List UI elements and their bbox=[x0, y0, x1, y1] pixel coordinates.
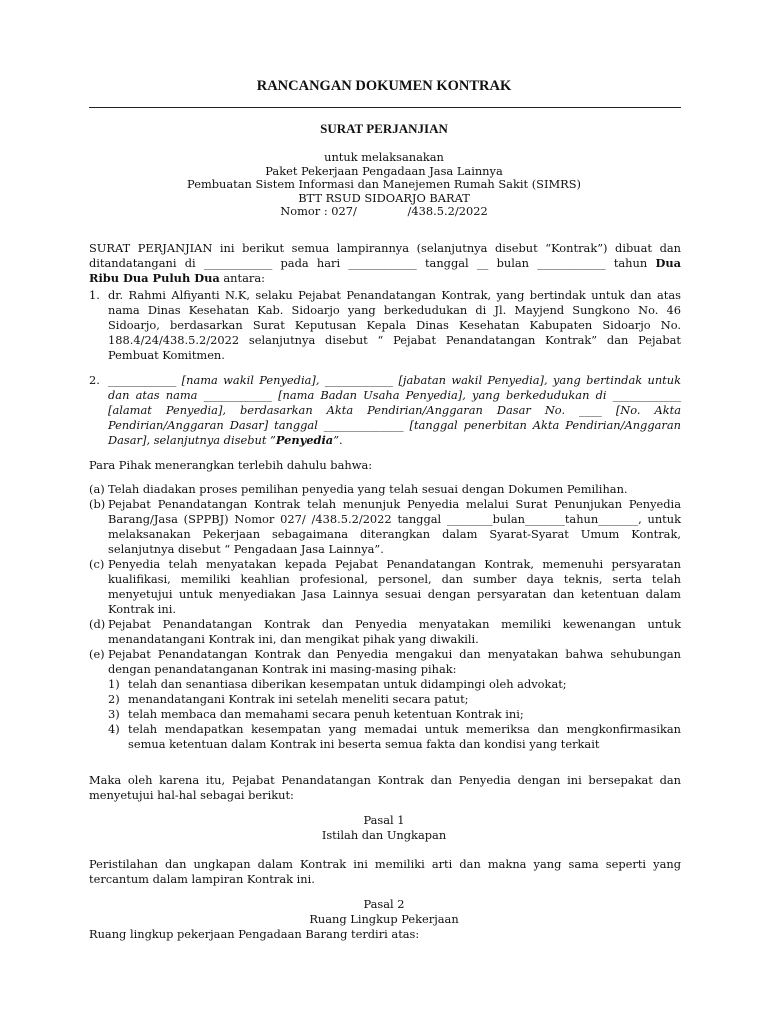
sub-item-text: telah membaca dan memahami secara penuh ketentuan Kontrak ini; bbox=[128, 707, 524, 721]
party-1-row bbox=[89, 288, 681, 363]
party-2-row bbox=[89, 373, 681, 448]
recital-item bbox=[89, 482, 681, 497]
recital-text: Pejabat Penandatangan Kontrak telah menunjuk Penyedia melalui Surat Penunjukan Penyedia Barang/Jasa (SPPBJ) Nomor 027/ /438.5.2/2022 tanggal ________bulan_______tahun_______, untuk melaksanakan Pekerjaan sebagaimana diterangkan dalam Syarat-Syarat Umum Kontrak, selanjutnya disebut “ Pengadaan Jasa Lainnya”. bbox=[108, 497, 681, 556]
title-divider bbox=[89, 107, 681, 108]
party-number: 2. bbox=[89, 373, 100, 387]
pasal-label: Pasal 1 bbox=[363, 813, 405, 827]
sub-item-label: 2) bbox=[108, 692, 120, 706]
recital-label: (e) bbox=[89, 647, 105, 661]
sub-item bbox=[89, 707, 681, 722]
party-2-end: ”. bbox=[333, 433, 343, 447]
party-2-text bbox=[108, 373, 681, 448]
sub-item-label: 4) bbox=[108, 722, 120, 736]
recital-item bbox=[89, 617, 681, 647]
package-line: Paket Pekerjaan Pengadaan Jasa Lainnya bbox=[265, 163, 503, 178]
package-line: untuk melaksanakan bbox=[324, 150, 444, 164]
pasal-2-text: Ruang lingkup pekerjaan Pengadaan Barang terdiri atas: bbox=[89, 927, 420, 941]
agreement-paragraph: Maka oleh karena itu, Pejabat Penandatangan Kontrak dan Penyedia dengan ini bersepakat dan menyetujui hal-hal sebagai berikut: bbox=[89, 773, 681, 802]
document-title: RANCANGAN DOKUMEN KONTRAK bbox=[256, 78, 512, 94]
recital-item bbox=[89, 647, 681, 677]
intro-line: SURAT PERJANJIAN ini berikut semua lampirannya (selanjutnya disebut “Kontrak”) dibuat dan bbox=[89, 241, 681, 255]
para-pihak: Para Pihak menerangkan terlebih dahulu bahwa: bbox=[89, 458, 373, 472]
party-1 bbox=[89, 288, 681, 363]
pasal-title: Ruang Lingkup Pekerjaan bbox=[309, 912, 459, 926]
recital-label: (c) bbox=[89, 557, 105, 571]
contract-number: Nomor : 027/ /438.5.2/2022 bbox=[280, 204, 488, 218]
package-line: BTT RSUD SIDOARJO BARAT bbox=[298, 190, 470, 205]
intro-line bbox=[89, 271, 681, 286]
sub-item-text: telah dan senantiasa diberikan kesempatan untuk didampingi oleh advokat; bbox=[128, 677, 567, 691]
intro-paragraph bbox=[89, 241, 681, 286]
package-info bbox=[0, 151, 768, 219]
party-number: 1. bbox=[89, 288, 100, 302]
pasal-title: Istilah dan Ungkapan bbox=[321, 828, 447, 842]
party-2-body: ____________ [nama wakil Penyedia], ____________ [jabatan wakil Penyedia], yang bertindak untuk dan atas nama ____________ [nama Badan Usaha Penyedia], yang berkedudukan di ____________ [alamat Penyedia], berdasarkan Akta Pendirian/Anggaran Dasar No. ____ [No. Akta Pendirian/Anggaran Dasar] tanggal ______________ [tanggal penerbitan Akta Pendirian/Anggaran Dasar], selanjutnya disebut ” bbox=[108, 373, 681, 447]
sub-item-text: menandatangani Kontrak ini setelah meneliti secara patut; bbox=[128, 692, 469, 706]
recital-label: (a) bbox=[89, 482, 105, 496]
intro-bold-text: Dua bbox=[655, 256, 681, 270]
recital-text: Telah diadakan proses pemilihan penyedia yang telah sesuai dengan Dokumen Pemilihan. bbox=[108, 482, 628, 496]
recital-label: (b) bbox=[89, 497, 106, 511]
recital-label: (d) bbox=[89, 617, 106, 631]
sub-item-text: telah mendapatkan kesempatan yang memadai untuk memeriksa dan mengkonfirmasikan semua ketentuan dalam Kontrak ini beserta semua fakta dan kondisi yang terkait bbox=[128, 722, 681, 751]
party-2 bbox=[89, 373, 681, 448]
recital-text: Pejabat Penandatangan Kontrak dan Penyedia mengakui dan menyatakan bahwa sehubungan dengan penandatanganan Kontrak ini masing-masing pihak: bbox=[108, 647, 681, 676]
intro-text: antara: bbox=[219, 271, 265, 285]
pasal-2-heading bbox=[0, 897, 768, 927]
recital-text: Penyedia telah menyatakan kepada Pejabat Penandatangan Kontrak, memenuhi persyaratan kualifikasi, memiliki keahlian profesional, personel, dan sumber daya teknis, serta telah menyetujui untuk menyediakan Jasa Lainnya sesuai dengan persyaratan dan ketentuan dalam Kontrak ini. bbox=[108, 557, 681, 616]
recital-text: Pejabat Penandatangan Kontrak dan Penyedia menyatakan memiliki kewenangan untuk menandatangani Kontrak ini, dan mengikat pihak yang diwakili. bbox=[108, 617, 681, 646]
intro-bold-text: Ribu Dua Puluh Dua bbox=[89, 271, 220, 285]
recitals-list bbox=[89, 482, 681, 752]
sub-item bbox=[89, 677, 681, 692]
pasal-1-text: Peristilahan dan ungkapan dalam Kontrak ini memiliki arti dan makna yang sama seperti yang tercantum dalam lampiran Kontrak ini. bbox=[89, 857, 681, 886]
pasal-label: Pasal 2 bbox=[363, 897, 405, 911]
sub-item bbox=[89, 722, 681, 752]
recital-item bbox=[89, 497, 681, 557]
intro-line bbox=[89, 256, 681, 271]
recital-item bbox=[89, 557, 681, 617]
package-line: Pembuatan Sistem Informasi dan Manejemen Rumah Sakit (SIMRS) bbox=[187, 177, 581, 191]
sub-item-label: 3) bbox=[108, 707, 120, 721]
party-2-bold: Penyedia bbox=[275, 433, 334, 447]
agreement-heading: SURAT PERJANJIAN bbox=[320, 121, 448, 136]
intro-text: ditandatangani di ____________ pada hari ____________ tanggal __ bulan ____________ tahun bbox=[89, 256, 656, 270]
party-1-text: dr. Rahmi Alfiyanti N.K, selaku Pejabat Penandatangan Kontrak, yang bertindak untuk dan atas nama Dinas Kesehatan Kab. Sidoarjo yang berkedudukan di Jl. Mayjend Sungkono No. 46 Sidoarjo, berdasarkan Surat Keputusan Kepala Dinas Kesehatan Kabupaten Sidoarjo No. 188.4/24/438.5.2/2022 selanjutnya disebut “ Pejabat Penandatangan Kontrak” dan Pejabat Pembuat Komitmen. bbox=[108, 288, 681, 362]
sub-item-label: 1) bbox=[108, 677, 120, 691]
sub-item bbox=[89, 692, 681, 707]
pasal-1-heading bbox=[0, 813, 768, 843]
